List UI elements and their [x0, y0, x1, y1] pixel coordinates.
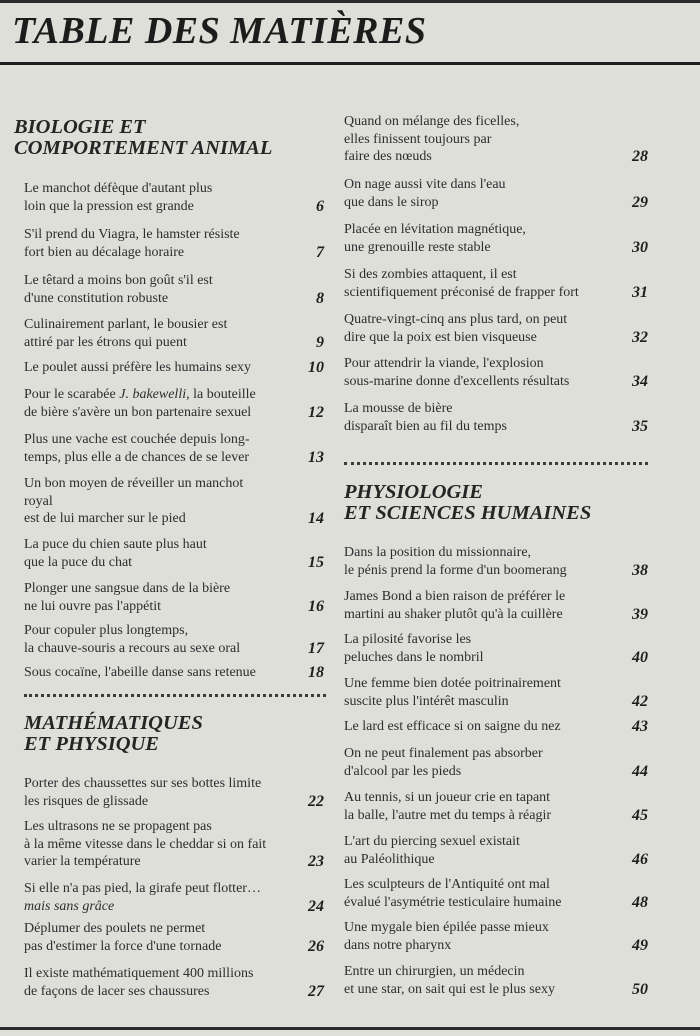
page-number: 29 [632, 193, 648, 211]
toc-entry[interactable] [24, 475, 324, 528]
toc-entry[interactable] [344, 876, 648, 911]
page-number: 39 [632, 605, 648, 623]
dotted-separator [24, 694, 326, 697]
toc-entry[interactable] [344, 311, 648, 346]
page-number: 30 [632, 238, 648, 256]
toc-entry[interactable] [24, 664, 324, 682]
entry-text: Quand on mélange des ficelles, elles finissent toujours par faire des nœuds [344, 114, 520, 164]
toc-entry[interactable] [24, 580, 324, 615]
toc-entry[interactable] [24, 226, 324, 261]
entry-text: Les sculpteurs de l'Antiquité ont mal évalué l'asymétrie testiculaire humaine [344, 877, 562, 910]
page-number: 40 [632, 648, 648, 666]
toc-entry[interactable] [24, 272, 324, 307]
entry-text-italic: mais sans grâce [24, 898, 115, 914]
toc-entry[interactable] [344, 745, 648, 780]
page-number: 26 [308, 937, 324, 955]
page-number: 49 [632, 936, 648, 954]
entry-text [24, 386, 324, 421]
page-number: 22 [308, 792, 324, 810]
toc-entry[interactable] [344, 176, 648, 211]
toc-entry[interactable] [24, 180, 324, 215]
toc-entry[interactable] [344, 221, 648, 256]
bottom-rule [0, 1027, 700, 1030]
page-number: 13 [308, 448, 324, 466]
page-number: 27 [308, 982, 324, 1000]
entry-text-part: Si elle n'a pas pied, la girafe peut flotter… [24, 881, 261, 896]
entry-text: L'art du piercing sexuel existait au Paléolithique [344, 834, 520, 867]
toc-entry[interactable] [24, 359, 324, 377]
entry-text: Si des zombies attaquent, il est scientifiquement préconisé de frapper fort [344, 267, 579, 300]
entry-text: Placée en lévitation magnétique, une grenouille reste stable [344, 222, 526, 255]
toc-entry[interactable] [24, 386, 324, 421]
page-number: 31 [632, 283, 648, 301]
entry-text: On ne peut finalement pas absorber d'alcool par les pieds [344, 746, 543, 779]
section-title-text: PHYSIOLOGIE ET SCIENCES HUMAINES [344, 481, 592, 524]
toc-entry[interactable] [24, 622, 324, 657]
toc-entry[interactable] [344, 718, 648, 736]
entry-text: La puce du chien saute plus haut que la puce du chat [24, 537, 207, 570]
toc-entry[interactable] [344, 833, 648, 868]
entry-text: Sous cocaïne, l'abeille danse sans retenue [24, 665, 256, 680]
section-title-text: BIOLOGIE ET COMPORTEMENT ANIMAL [14, 116, 273, 159]
entry-text: Le poulet aussi préfère les humains sexy [24, 360, 252, 375]
page-number: 43 [632, 718, 648, 735]
toc-entry[interactable] [344, 919, 648, 954]
entry-text: Un bon moyen de réveiller un manchot royal est de lui marcher sur le pied [24, 476, 244, 526]
page-number: 28 [632, 148, 648, 165]
toc-entry[interactable] [344, 355, 648, 390]
section-title-text: MATHÉMATIQUES ET PHYSIQUE [24, 712, 203, 755]
toc-entry[interactable] [344, 266, 648, 301]
toc-entry[interactable] [24, 775, 324, 810]
entry-text: Une femme bien dotée poitrinairement suscite plus l'intérêt masculin [344, 676, 561, 709]
entry-text: Le têtard a moins bon goût s'il est d'une constitution robuste [24, 273, 213, 306]
toc-entry[interactable] [344, 631, 648, 666]
page-number: 7 [316, 243, 324, 261]
entry-text: Culinairement parlant, le bousier est attiré par les étrons qui puent [24, 317, 228, 350]
toc-entry[interactable] [24, 431, 324, 466]
entry-text-part: , la bouteille de bière s'avère un bon partenaire sexuel [24, 387, 256, 420]
entry-text: Porter des chaussettes sur ses bottes limite les risques de glissade [24, 776, 262, 809]
page-number: 23 [308, 853, 324, 870]
page-number: 46 [632, 850, 648, 868]
entry-text: La mousse de bière disparaît bien au fil du temps [344, 401, 507, 434]
dotted-separator [344, 462, 648, 465]
page-number: 10 [308, 359, 324, 376]
entry-text: Les ultrasons ne se propagent pas à la même vitesse dans le cheddar si on fait varier la température [24, 819, 267, 869]
page-number: 34 [632, 372, 648, 390]
toc-entry[interactable] [24, 536, 324, 571]
page-number: 32 [632, 328, 648, 346]
entry-text [24, 880, 324, 915]
entry-text: Entre un chirurgien, un médecin et une star, on sait qui est le plus sexy [344, 964, 555, 997]
toc-entry[interactable] [24, 880, 324, 915]
toc-entry[interactable] [344, 675, 648, 710]
section-title-physiologie [344, 482, 591, 524]
toc-entry[interactable] [344, 113, 648, 166]
page-number: 38 [632, 561, 648, 579]
toc-entry[interactable] [24, 818, 324, 871]
page-number: 42 [632, 692, 648, 710]
page-number: 12 [308, 403, 324, 421]
section-title-mathematiques [24, 713, 203, 755]
toc-entry[interactable] [24, 920, 324, 955]
toc-entry[interactable] [24, 965, 324, 1000]
entry-text: La pilosité favorise les peluches dans le nombril [344, 632, 484, 665]
species-name: J. bakewelli [119, 387, 187, 402]
entry-text: Quatre-vingt-cinq ans plus tard, on peut dire que la poix est bien visqueuse [344, 312, 568, 345]
page-number: 16 [308, 597, 324, 615]
title-rule [0, 62, 700, 65]
entry-text: Une mygale bien épilée passe mieux dans notre pharynx [344, 920, 549, 953]
entry-text: Plus une vache est couchée depuis long- temps, plus elle a de chances de se lever [24, 432, 250, 465]
page-number: 45 [632, 806, 648, 824]
page-number: 15 [308, 553, 324, 571]
page-number: 35 [632, 417, 648, 435]
page-number: 50 [632, 980, 648, 998]
entry-text: James Bond a bien raison de préférer le martini au shaker plutôt qu'à la cuillère [344, 589, 566, 622]
entry-text: On nage aussi vite dans l'eau que dans le sirop [344, 177, 506, 210]
entry-text: Le manchot défèque d'autant plus loin que la pression est grande [24, 181, 213, 214]
page-number: 18 [308, 664, 324, 681]
entry-text: Plonger une sangsue dans de la bière ne lui ouvre pas l'appétit [24, 581, 231, 614]
entry-text: S'il prend du Viagra, le hamster résiste fort bien au décalage horaire [24, 227, 240, 260]
page-number: 44 [632, 762, 648, 780]
page-number: 17 [308, 639, 324, 657]
entry-text: Le lard est efficace si on saigne du nez [344, 719, 561, 734]
toc-entry[interactable] [344, 400, 648, 435]
page-number: 14 [308, 510, 324, 527]
top-rule [0, 0, 700, 3]
toc-entry[interactable] [344, 789, 648, 824]
section-title-biologie [14, 117, 272, 159]
page-number: 9 [316, 333, 324, 351]
entry-text-part: Pour le scarabée [24, 387, 120, 402]
page-number: 6 [316, 197, 324, 215]
toc-entry[interactable] [24, 316, 324, 351]
entry-text: Pour copuler plus longtemps, la chauve-souris a recours au sexe oral [24, 623, 241, 656]
entry-text: Pour attendrir la viande, l'explosion sous-marine donne d'excellents résultats [344, 356, 570, 389]
page-number: 8 [316, 289, 324, 307]
entry-text: Déplumer des poulets ne permet pas d'estimer la force d'une tornade [24, 921, 222, 954]
page-number: 48 [632, 893, 648, 911]
entry-text: Au tennis, si un joueur crie en tapant la balle, l'autre met du temps à réagir [344, 790, 551, 823]
page-title: TABLE DES MATIÈRES [12, 10, 427, 52]
toc-entry[interactable] [344, 963, 648, 998]
page-number: 24 [308, 897, 324, 915]
entry-text: Dans la position du missionnaire, le pénis prend la forme d'un boomerang [344, 545, 567, 578]
toc-entry[interactable] [344, 544, 648, 579]
entry-text: Il existe mathématiquement 400 millions de façons de lacer ses chaussures [24, 966, 254, 999]
toc-entry[interactable] [344, 588, 648, 623]
